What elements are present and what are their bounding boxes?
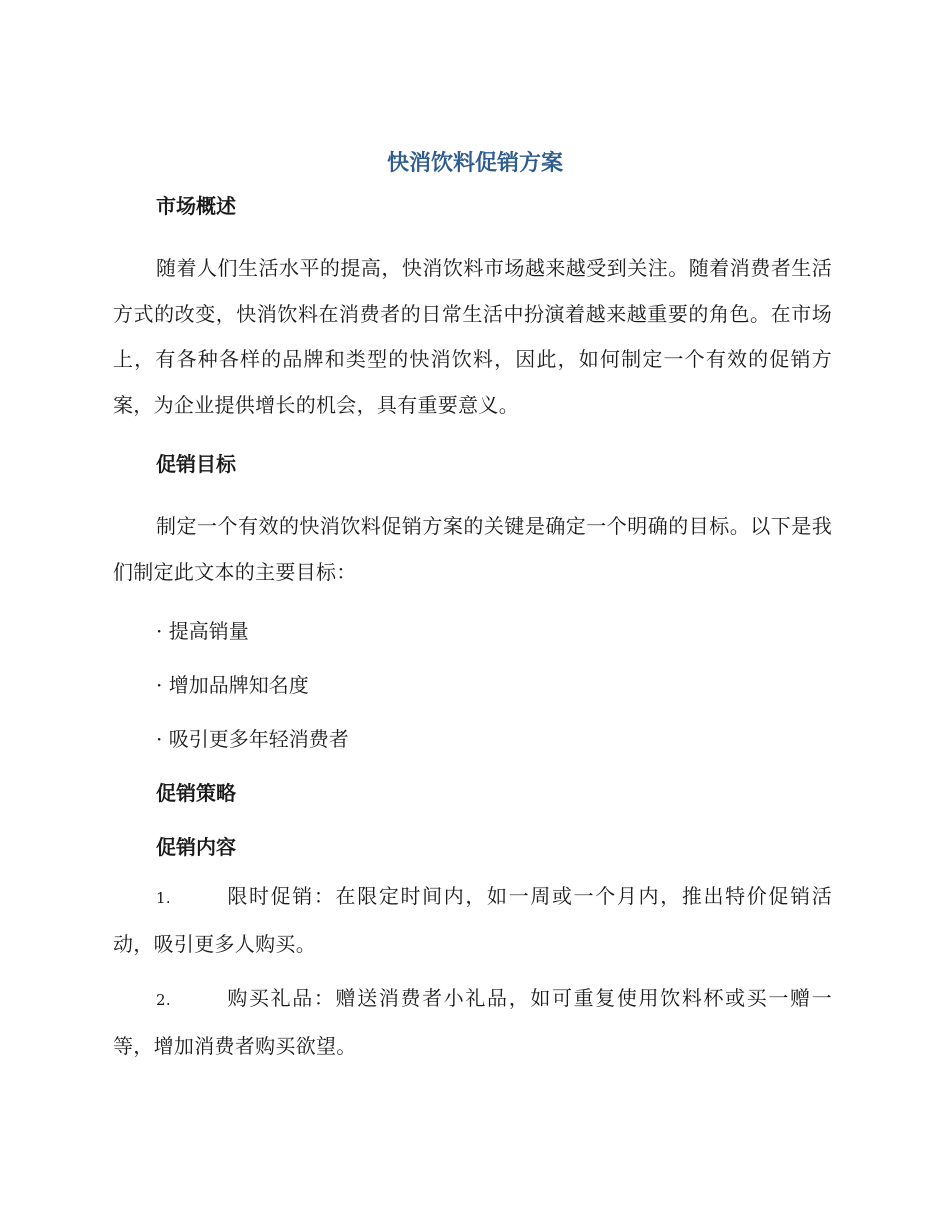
list-item-text: 限时促销：在限定时间内，如一周或一个月内，推出特价促销活动，吸引更多人购买。: [113, 884, 832, 956]
goal-bullet-item: · 吸引更多年轻消费者: [156, 727, 349, 751]
numbered-list-item: [113, 976, 832, 1069]
document-body: [113, 188, 832, 1069]
goal-bullet-item: · 增加品牌知名度: [156, 673, 309, 697]
goal-bullet-item: · 提高销量: [156, 619, 249, 643]
section-heading-strategy: 促销策略: [156, 781, 236, 805]
section-heading-content: 促销内容: [156, 835, 236, 859]
section-heading-goals: 促销目标: [156, 452, 236, 476]
list-item-text: 购买礼品：赠送消费者小礼品，如可重复使用饮料杯或买一赠一等，增加消费者购买欲望。: [113, 986, 832, 1058]
numbered-list-item: [113, 874, 832, 967]
list-item-number: 2.: [156, 991, 171, 1009]
list-item-number: 1.: [156, 889, 171, 907]
document-title: 快消饮料促销方案: [386, 151, 563, 176]
section-heading-market: 市场概述: [156, 194, 236, 218]
market-paragraph: 随着人们生活水平的提高，快消饮料市场越来越受到关注。随着消费者生活方式的改变，快消饮料在消费者的日常生活中扮演着越来越重要的角色。在市场上，有各种各样的品牌和类型的快消饮料，因此，如何制定一个有效的促销方案，为企业提供增长的机会，具有重要意义。: [113, 256, 832, 417]
goals-paragraph: 制定一个有效的快消饮料促销方案的关键是确定一个明确的目标。以下是我们制定此文本的主要目标：: [113, 514, 832, 584]
